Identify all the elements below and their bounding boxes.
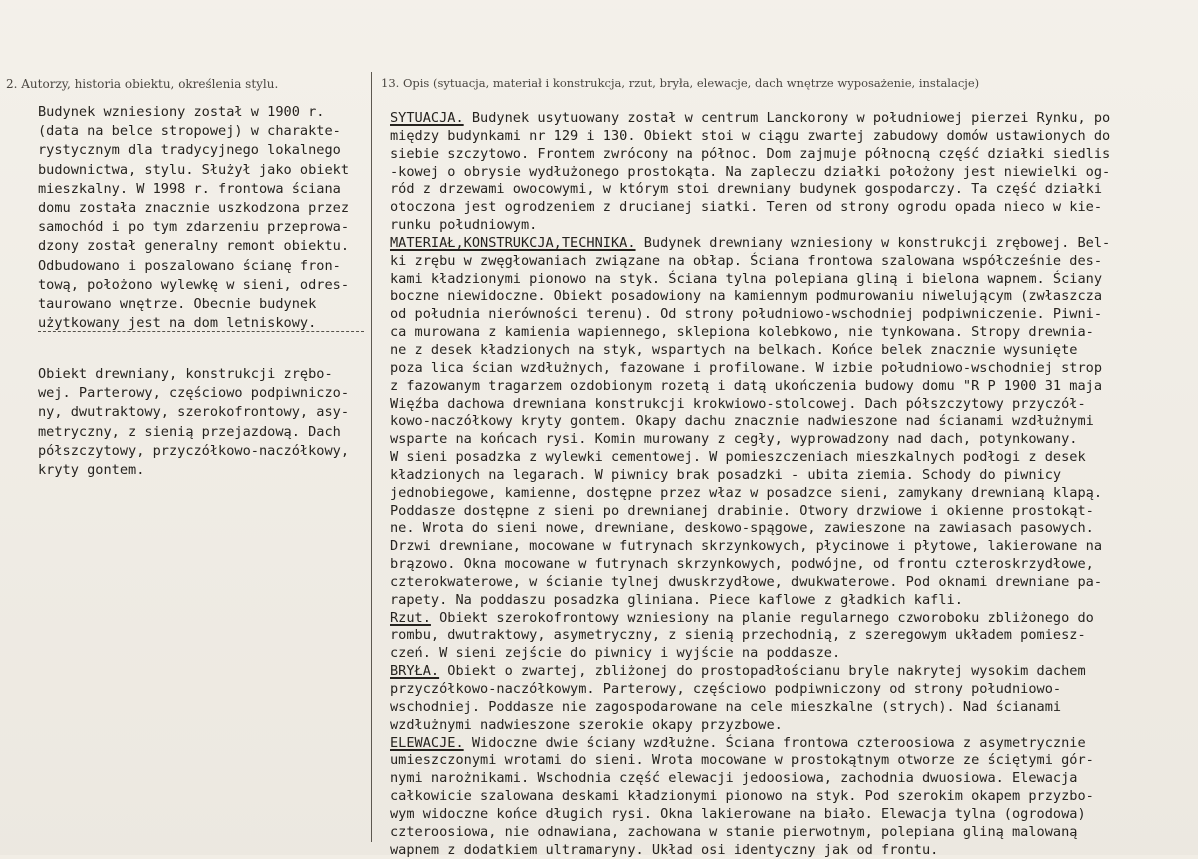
line-text: rapety. Na poddaszu posadzka gliniana. Piece kaflowe z gładkich kafli. <box>390 591 963 608</box>
line-text: od południa nierówności terenu). Od strony południowo-wschodniej podpiwniczenie. Piwni- <box>390 306 1103 323</box>
line-text: wym widoczne końce długich rysi. Okna lakierowane na biało. Elewacja tylna (ogrodowa) <box>390 805 1086 822</box>
text-line: (data na belce stropowej) w charakte- <box>38 123 341 140</box>
section-heading-line <box>390 235 1190 253</box>
text-line: mieszkalny. W 1998 r. frontowa ściana <box>38 180 341 197</box>
text-line: Odbudowano i poszalowano ścianę fron- <box>38 257 341 274</box>
text-line <box>390 342 1190 360</box>
line-text: ne z desek kładzionych na styk, wspartych na belkach. Końce belek znacznie wysunięte <box>390 341 1078 358</box>
text-line <box>390 538 1190 556</box>
line-text: kami kładzionymi pionowo na styk. Ściana tylna polepiana gliną i bielona wapnem. Ściany <box>390 270 1103 287</box>
line-text: czterokwaterowe, w ścianie tylnej dwuskrzydłowe, dwukwaterowe. Pod oknami drewniane pa- <box>390 573 1103 590</box>
line-text: wzdłużnymi nadwieszone szerokie okapy przyzbowe. <box>390 716 783 733</box>
line-text: Budynek usytuowany został w centrum Lanckorony w południowej pierzei Rynku, po <box>463 110 1111 126</box>
text-line <box>390 592 1190 610</box>
text-line <box>390 449 1190 467</box>
line-text: wsparte na końcach rysi. Komin murowany z cegły, wyprowadzony nad dach, potynkowany. <box>390 431 1078 448</box>
text-line <box>390 181 1190 199</box>
text-line <box>390 806 1190 824</box>
text-line <box>390 699 1190 717</box>
line-text: umieszczonymi wrotami do sieni. Wrota mocowane w prostokątnym otworze ze ściętymi gór- <box>390 752 1094 769</box>
line-text: ne. Wrota do sieni nowe, drewniane, deskowo-spągowe, zawieszone na zawiasach pasowych. <box>390 520 1094 537</box>
text-line <box>390 467 1190 485</box>
text-line <box>390 770 1190 788</box>
text-line <box>390 824 1190 842</box>
text-line: rystycznym dla tradycyjnego lokalnego <box>38 142 341 159</box>
line-text: ca murowana z kamienia wapiennego, sklepiona kolebkowo, nie tynkowana. Stropy drewnia- <box>390 324 1094 341</box>
line-text: całkowicie szalowana deskami kładzionymi pionowo na styk. Pod szerokim okapem przyzbo- <box>390 788 1094 805</box>
line-text: Obiekt szerokofrontowy wzniesiony na planie regularnego czworoboku zbliżonego do <box>430 609 1094 626</box>
text-line <box>390 199 1190 217</box>
line-text: siebie szczytowo. Frontem zwrócony na północ. Dom zajmuje północną część działki siedlis <box>390 145 1111 162</box>
text-line <box>390 627 1190 645</box>
line-text: W sieni posadzka z wylewki cementowej. W pomieszczeniach mieszkalnych podłogi z desek <box>390 449 1086 466</box>
text-line: kryty gontem. <box>38 461 145 478</box>
text-line: półszczytowy, przyczółkowo-naczółkowy, <box>38 442 349 459</box>
text-line <box>390 253 1190 271</box>
text-line: wej. Parterowy, częściowo podpiwniczo- <box>38 385 349 402</box>
line-text: kładzionych na legarach. W piwnicy brak posadzki - ubita ziemia. Schody do piwnicy <box>390 466 1062 483</box>
text-line <box>390 503 1190 521</box>
text-line <box>390 396 1190 414</box>
section-heading: MATERIAŁ,KONSTRUKCJA,TECHNIKA. <box>390 234 636 251</box>
line-text: boczne niewidoczne. Obiekt posadowiony na kamiennym podmurowaniu niwelującym (zwłaszcza <box>390 288 1103 305</box>
text-line <box>390 556 1190 574</box>
text-line <box>390 431 1190 449</box>
line-text: przyczółkowo-naczółkowym. Parterowy, częściowo podpiwniczony od strony południowo- <box>390 681 1062 697</box>
section-heading: Rzut. <box>390 609 431 626</box>
text-line: Obiekt drewniany, konstrukcji zrębo- <box>38 366 333 382</box>
description-text <box>390 110 1190 859</box>
text-line <box>390 324 1190 342</box>
text-line: Budynek wzniesiony został w 1900 r. <box>38 104 325 120</box>
text-line: budownictwa, stylu. Służył jako obiekt <box>38 161 349 178</box>
line-text: kowo-naczółkowy kryty gontem. Okapy dachu znacznie nadwieszone nad ścianami wzdłużnymi <box>390 413 1094 430</box>
text-line <box>390 288 1190 306</box>
section-heading: ELEWACJE. <box>390 734 464 751</box>
text-line <box>390 378 1190 396</box>
line-text: poza lica ścian wzdłużnych, fazowane i profilowane. W izbie południowo-wschodniej strop <box>390 359 1103 376</box>
line-text: Poddasze dostępne z sieni po drewnianej drabinie. Otwory drzwiowe i okienne prostokąt- <box>390 502 1094 519</box>
text-line: użytkowany jest na dom letniskowy. <box>38 315 317 332</box>
text-line <box>390 752 1190 770</box>
text-line: tową, położono wylewkę w sieni, odres- <box>38 276 349 293</box>
text-line: dzony został generalny remont obiektu. <box>38 238 349 255</box>
column-divider <box>371 72 372 842</box>
line-text: jednobiegowe, kamienne, dostępne przez właz w posadzce sieni, zamykany drewnianą klapą. <box>390 484 1103 501</box>
text-line <box>390 788 1190 806</box>
summary-text <box>38 365 364 480</box>
line-text: runku południowym. <box>390 217 538 234</box>
line-text: z fazowanym tragarzem ozdobionym rozetą i datą ukończenia budowy domu "R P 1900 31 maja <box>390 377 1103 394</box>
line-text: -kowej o obrysie wydłużonego prostokąta. Na zapleczu działki położony jest niewielki og- <box>390 163 1111 180</box>
text-line: domu została znacznie uszkodzona przez <box>38 199 349 216</box>
text-line <box>390 645 1190 663</box>
line-text: Widoczne dwie ściany wzdłużne. Ściana frontowa czteroosiowa z asymetrycznie <box>463 734 1086 751</box>
line-text: wapnem z dodatkiem ultramaryny. Układ osi identyczny jak od frontu. <box>390 841 939 858</box>
line-text: czteroosiowa, nie odnawiana, zachowana w stanie pierwotnym, polepiana gliną malowaną <box>390 823 1078 840</box>
line-text: brązowo. Okna mocowane w futrynach skrzynkowych, podwójne, od frontu czteroskrzydłowe, <box>390 556 1094 573</box>
text-line <box>390 217 1190 235</box>
line-text: nymi narożnikami. Wschodnia część elewacji jedoosiowa, zachodnia dwuosiowa. Elewacja <box>390 770 1078 787</box>
history-text <box>38 103 364 333</box>
text-line <box>390 164 1190 182</box>
text-line <box>390 146 1190 164</box>
line-text: wschodniej. Poddasze nie zagospodarowane na cele mieszkalne (strych). Nad ścianami <box>390 698 1062 715</box>
text-line <box>390 128 1190 146</box>
text-line: ny, dwutraktowy, szerokofrontowy, asy- <box>38 404 349 421</box>
dashed-separator <box>38 331 364 332</box>
text-line <box>390 360 1190 378</box>
section-13-header: 13. Opis (sytuacja, materiał i konstrukcja, rzut, bryła, elewacje, dach wnętrze wyposażenie, instalacje) <box>381 76 980 90</box>
section-heading-line <box>390 663 1190 681</box>
text-line: samochód i po tym zdarzeniu przeprowa- <box>38 219 349 236</box>
text-line <box>390 574 1190 592</box>
line-text: ki zrębu w zwęgłowaniach związane na obłap. Ściana frontowa szalowana współcześnie des- <box>390 252 1103 269</box>
text-line <box>390 842 1190 859</box>
line-text: ród z drzewami owocowymi, w którym stoi drewniany budynek gospodarczy. Ta część działki <box>390 181 1103 198</box>
text-line: metryczny, z sienią przejazdową. Dach <box>38 423 341 440</box>
section-heading: BRYŁA. <box>390 663 440 680</box>
text-line <box>390 520 1190 538</box>
text-line <box>390 717 1190 735</box>
line-text: czeń. W sieni zejście do piwnicy i wyjście na poddasze. <box>390 645 841 662</box>
text-line <box>390 413 1190 431</box>
line-text: otoczona jest ogrodzeniem z drucianej siatki. Teren od strony ogrodu opada nieco w kie- <box>390 199 1103 216</box>
text-line <box>390 271 1190 289</box>
text-line <box>390 681 1190 699</box>
line-text: Obiekt o zwartej, zbliżonej do prostopadłościanu bryle nakrytej wysokim dachem <box>439 663 1086 680</box>
line-text: Budynek drewniany wzniesiony w konstrukcji zrębowej. Bel- <box>635 234 1111 251</box>
section-heading-line <box>390 735 1190 753</box>
line-text: Więźba dachowa drewniana konstrukcji krokwiowo-stolcowej. Dach półszczytowy przyczół- <box>390 395 1086 412</box>
line-text: między budynkami nr 129 i 130. Obiekt stoi w ciągu zwartej zabudowy domów ustawionych do <box>390 127 1111 144</box>
section-heading-line <box>390 110 1190 128</box>
text-line: taurowano wnętrze. Obecnie budynek <box>38 295 317 312</box>
section-heading-line <box>390 610 1190 628</box>
section-heading: SYTUACJA. <box>390 110 464 126</box>
text-line <box>390 485 1190 503</box>
section-2-header: 2. Autorzy, historia obiektu, określenia stylu. <box>6 77 279 91</box>
text-line <box>390 306 1190 324</box>
line-text: Drzwi drewniane, mocowane w futrynach skrzynkowych, płycinowe i płytowe, lakierowane na <box>390 538 1103 555</box>
line-text: rombu, dwutraktowy, asymetryczny, z sienią przechodnią, z szeregowym układem pomiesz- <box>390 627 1086 644</box>
